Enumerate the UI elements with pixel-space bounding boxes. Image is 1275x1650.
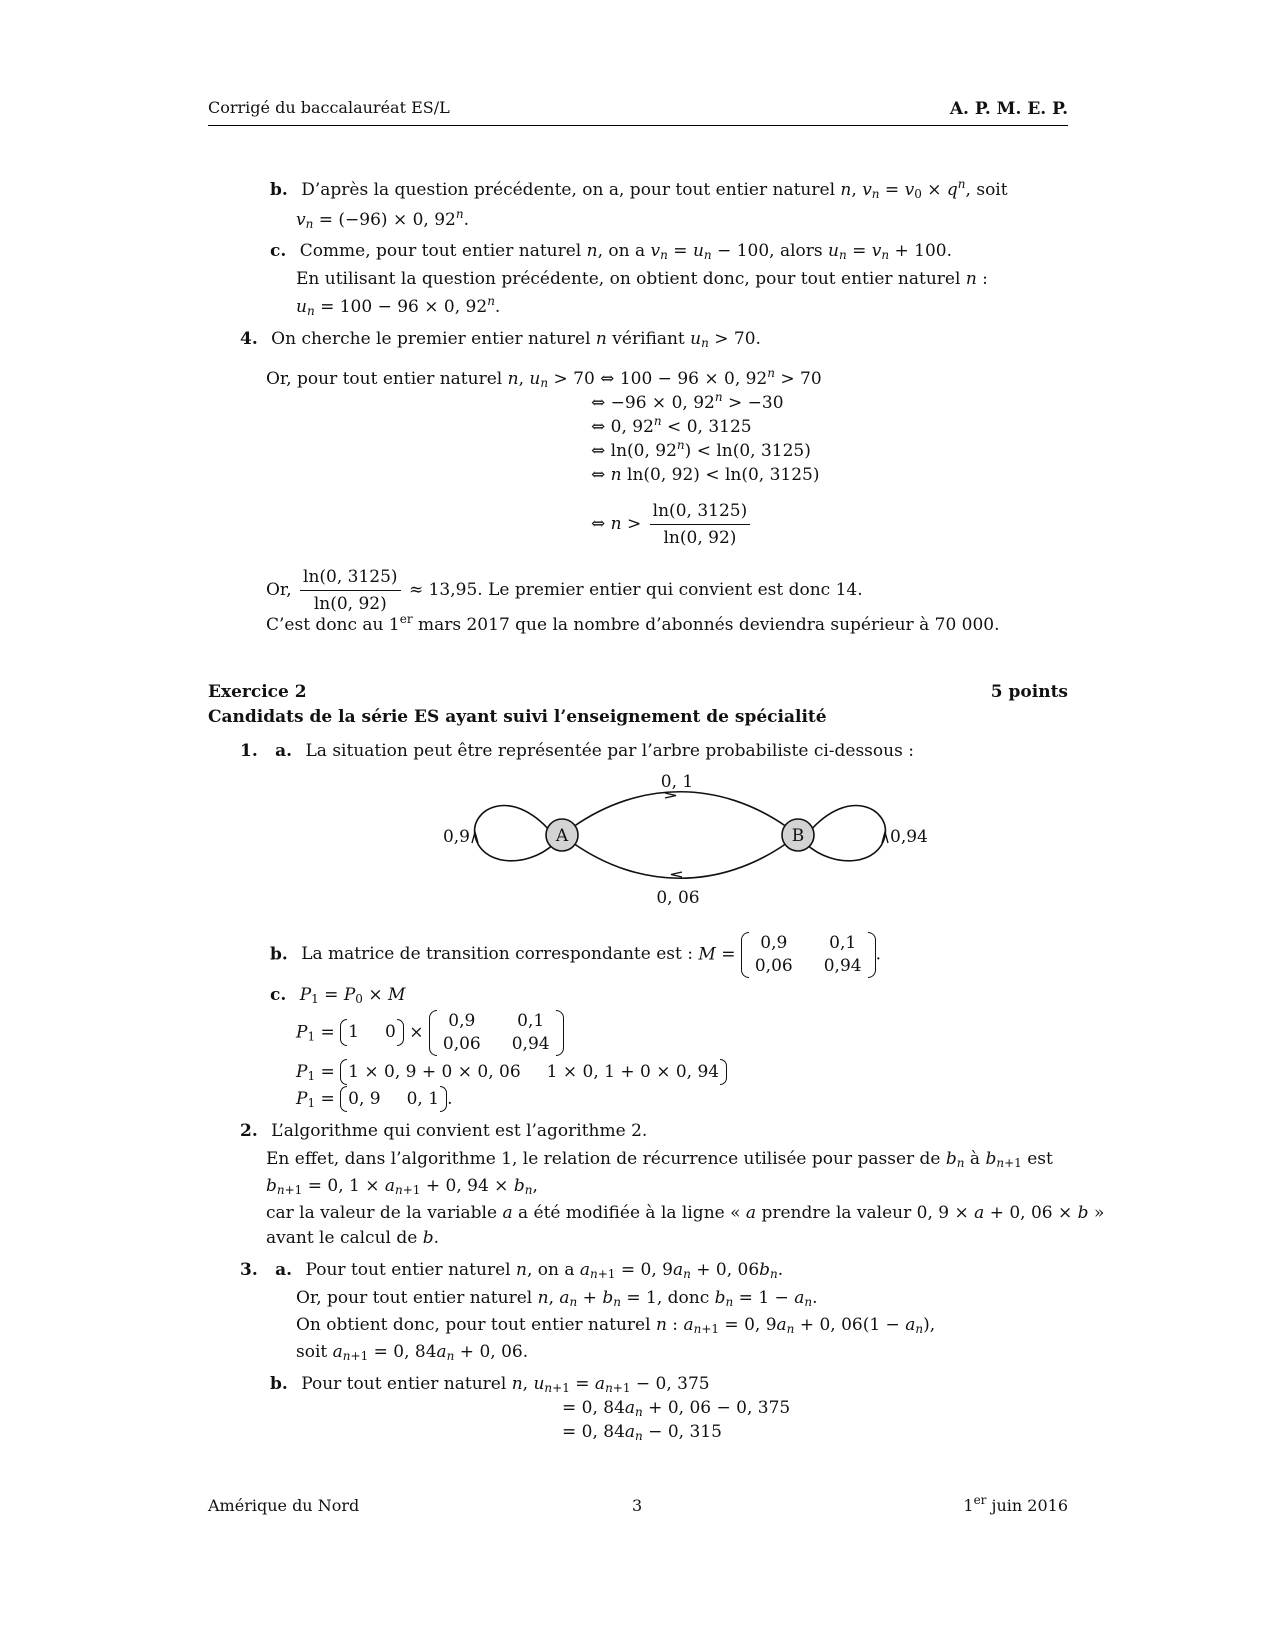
loop-b bbox=[806, 806, 885, 861]
header-left: Corrigé du baccalauréat ES/L bbox=[208, 98, 450, 117]
node-a-label: A bbox=[555, 826, 569, 846]
matrix-r1c1: 0,9 bbox=[760, 933, 788, 953]
q4-final-b: mars 2017 que la nombre d’abonnés deviendra supérieur à 70 000. bbox=[412, 615, 1000, 635]
q4-eq6: ⇔ n > $\frac{\ln(0, 3125)}{\ln(0, 92)}$ bbox=[591, 500, 753, 549]
q4-conclusion bbox=[266, 566, 863, 615]
q2-text-2a: En effet, dans l’algorithme 1, le relation de récurrence utilisée pour passer de bbox=[266, 1149, 941, 1169]
q3c-label: c. bbox=[270, 241, 287, 261]
q2-line5: avant le calcul de b. bbox=[266, 1228, 440, 1248]
q4-conc-rest: ≈ 13,95. Le premier entier qui convient est donc 14. bbox=[408, 580, 863, 601]
q3c-text-c: , alors bbox=[769, 241, 823, 261]
q4-final-sup: er bbox=[399, 612, 413, 626]
label-a-to-b: 0, 1 bbox=[660, 772, 694, 792]
q1b-label: b. bbox=[270, 944, 288, 965]
q3a-line1: 3. a. Pour tout entier naturel n, on a $a_{n+1} = 0$, $9a_n + 0$, $06b_n$. bbox=[240, 1260, 784, 1281]
footer-right-b: juin 2016 bbox=[986, 1496, 1068, 1515]
q3b-line2: $v_n = (-96) \times 0$, 92$^n$. bbox=[296, 207, 469, 231]
footer-right bbox=[963, 1493, 1068, 1517]
q4-final bbox=[266, 614, 1000, 636]
q2-text-1: L’algorithme qui convient est l’agorithme 2. bbox=[271, 1121, 648, 1141]
matrix-r2c1: 0,06 bbox=[754, 955, 793, 976]
q4-eq2: ⇔ −96 × 0, $92^n > -30$ bbox=[591, 390, 784, 413]
transition-matrix bbox=[741, 932, 876, 978]
q1c-line4: $P_1 = 0$, 9 0, 1 . bbox=[296, 1089, 453, 1110]
q2-text-5: avant le calcul de bbox=[266, 1228, 418, 1248]
q2-text-2b: à bbox=[969, 1149, 981, 1169]
page-number: 3 bbox=[632, 1496, 643, 1515]
header-rule bbox=[208, 125, 1068, 126]
q3b-text: D’après la question précédente, on a, pour tout entier naturel bbox=[301, 180, 836, 200]
q3c-text-2: En utilisant la question précédente, on obtient donc, pour tout entier naturel bbox=[296, 269, 961, 289]
footer-right-sup: er bbox=[973, 1493, 987, 1507]
q3-label: 3. bbox=[240, 1260, 258, 1280]
matrix-r2c2: 0,94 bbox=[823, 955, 862, 976]
q4-intro-a: On cherche le premier entier naturel bbox=[271, 329, 591, 349]
q1b-line: b. La matrice de transition correspondante est : M = 0,9 0,1 0,06 0,94 . bbox=[270, 933, 881, 976]
q2-line4: car la valeur de la variable a a été modifiée à la ligne « a prendre la valeur 0, 9 × a + 0, 06 × b » bbox=[266, 1203, 1105, 1223]
q1b-text: La matrice de transition correspondante est : bbox=[301, 944, 693, 965]
q1a-label: a. bbox=[275, 741, 293, 761]
q4-final-a: C’est donc au 1 bbox=[266, 615, 400, 635]
q3a-line3: On obtient donc, pour tout entier naturel n : $a_{n+1} = 0$, $9a_n + 0$, $06(1 - a_n)$, bbox=[296, 1315, 936, 1336]
node-b-label: B bbox=[791, 826, 805, 846]
q3b-line1: b. D’après la question précédente, on a, pour tout entier naturel n, $v_n = v_0 \times q^n$, soit bbox=[270, 177, 1008, 201]
q2-text-4e: » bbox=[1093, 1203, 1105, 1223]
q3a-text-4a: soit bbox=[296, 1342, 328, 1362]
q4-label: 4. bbox=[240, 329, 258, 349]
q2-text-4d: + 0, 06 × bbox=[989, 1203, 1073, 1223]
q3b2-text: Pour tout entier naturel bbox=[301, 1374, 507, 1394]
q3a-text-1: Pour tout entier naturel bbox=[305, 1260, 511, 1280]
label-loop-a: 0,9 bbox=[442, 827, 470, 847]
q3b2-line2: = 0, $84a_n + 0$, 06 − 0, 375 bbox=[562, 1398, 791, 1419]
q3a-text-1b: , on a bbox=[526, 1260, 575, 1280]
q1c-line2: $P_1 = 1$ 0 × 0,9 0,1 0,06 0,94 bbox=[296, 1010, 564, 1056]
q3b-label: b. bbox=[270, 180, 288, 200]
edge-a-to-b bbox=[573, 792, 787, 827]
arrow-b-to-a bbox=[671, 872, 682, 877]
q4-eq5: ⇔ n ln(0, 92) < ln(0, 3125) bbox=[591, 465, 820, 485]
q2-text-4b: a été modifiée à la ligne « bbox=[517, 1203, 741, 1223]
q3a-line2: Or, pour tout entier naturel n, $a_n + b_n = 1$, donc $b_n = 1 - a_n$. bbox=[296, 1288, 818, 1309]
q3a-line4: soit $a_{n+1} = 0$, $84a_n + 0$, 06. bbox=[296, 1342, 529, 1363]
header-right: A. P. M. E. P. bbox=[949, 99, 1068, 119]
q4-conc-fraction: $\frac{\ln(0, 3125)}{\ln(0, 92)}$ bbox=[300, 566, 401, 615]
q3c-text-a: Comme, pour tout entier naturel bbox=[299, 241, 582, 261]
q3b2-line1: b. Pour tout entier naturel n, $u_{n+1} = a_{n+1} - 0$, 375 bbox=[270, 1374, 710, 1395]
q4-or-a: Or, pour tout entier naturel bbox=[266, 369, 503, 389]
q1a-line bbox=[240, 740, 914, 762]
probability-graph bbox=[440, 770, 928, 910]
q4-fraction: $\frac{\ln(0, 3125)}{\ln(0, 92)}$ bbox=[650, 500, 751, 549]
q1c-label: c. bbox=[270, 985, 287, 1005]
exercise-points: 5 points bbox=[990, 682, 1068, 702]
q3a-text-2a: Or, pour tout entier naturel bbox=[296, 1288, 533, 1308]
q3c-line2: En utilisant la question précédente, on obtient donc, pour tout entier naturel n : bbox=[296, 269, 988, 289]
q3c-line3: $u_n = 100 - 96 \times 0$, 92$^n$. bbox=[296, 294, 501, 318]
q2-text-2c: est bbox=[1027, 1149, 1053, 1169]
loop-a bbox=[475, 806, 554, 861]
q4-intro: 4. On cherche le premier entier naturel n vérifiant $u_n > 70$. bbox=[240, 329, 761, 350]
q3b-soit: , soit bbox=[965, 180, 1008, 200]
q3b2-line3: = 0, $84a_n - 0$, 315 bbox=[562, 1422, 722, 1443]
q4-intro-b: vérifiant bbox=[612, 329, 685, 349]
q3a-label: a. bbox=[275, 1260, 293, 1280]
q2-text-4a: car la valeur de la variable bbox=[266, 1203, 498, 1223]
q4-eq3: ⇔ 0, $92^n < 0$, 3125 bbox=[591, 414, 752, 437]
q2-label: 2. bbox=[240, 1121, 258, 1141]
q1a-text: La situation peut être représentée par l’arbre probabiliste ci-dessous : bbox=[305, 741, 914, 761]
footer-left: Amérique du Nord bbox=[208, 1496, 360, 1515]
q4-conc-or: Or, bbox=[266, 580, 292, 601]
q3c-text-b: , on a bbox=[597, 241, 646, 261]
q2-text-4c: prendre la valeur 0, 9 × bbox=[761, 1203, 969, 1223]
exercise-title: Exercice 2 bbox=[208, 682, 307, 702]
q2-line3: $b_{n+1} = 0$, $1 \times a_{n+1} + 0$, $94 \times b_n$, bbox=[266, 1176, 538, 1197]
q2-line1 bbox=[240, 1120, 647, 1142]
footer-right-a: 1 bbox=[963, 1496, 974, 1515]
label-b-to-a: 0, 06 bbox=[656, 888, 700, 908]
q1c-matrix: 0,9 0,1 0,06 0,94 bbox=[429, 1010, 564, 1056]
q3b2-label: b. bbox=[270, 1374, 288, 1394]
q3c-line1: c. Comme, pour tout entier naturel n, on a $v_n = u_n - 100$, alors $u_n = v_n + 100$. bbox=[270, 241, 953, 262]
arrow-a-to-b bbox=[665, 793, 676, 798]
q4-eq4: ⇔ ln(0, $92^n) < \ln(0$, 3125) bbox=[591, 438, 811, 461]
q1c-line1: c. $P_1 = P_0 \times M$ bbox=[270, 985, 406, 1006]
q3a-text-3a: On obtient donc, pour tout entier naturel bbox=[296, 1315, 651, 1335]
label-loop-b: 0,94 bbox=[890, 827, 928, 847]
q1c-line3: $P_1 = 1 \times 0$, 9 + 0 × 0, 06 1 × 0, 1 + 0 × 0, 94 bbox=[296, 1061, 727, 1083]
exercise-subtitle: Candidats de la série ES ayant suivi l’enseignement de spécialité bbox=[208, 707, 827, 727]
q2-line2: En effet, dans l’algorithme 1, le relation de récurrence utilisée pour passer de $b_n$ à $b_{n+1}$ est bbox=[266, 1149, 1053, 1170]
q4-eq1: Or, pour tout entier naturel n, $u_n > 70$ ⇔ 100 − 96 × 0, $92^n > 70$ bbox=[266, 366, 822, 390]
q1-label: 1. bbox=[240, 741, 258, 761]
matrix-r1c2: 0,1 bbox=[829, 933, 857, 953]
q3a-text-2b: , donc bbox=[656, 1288, 710, 1308]
